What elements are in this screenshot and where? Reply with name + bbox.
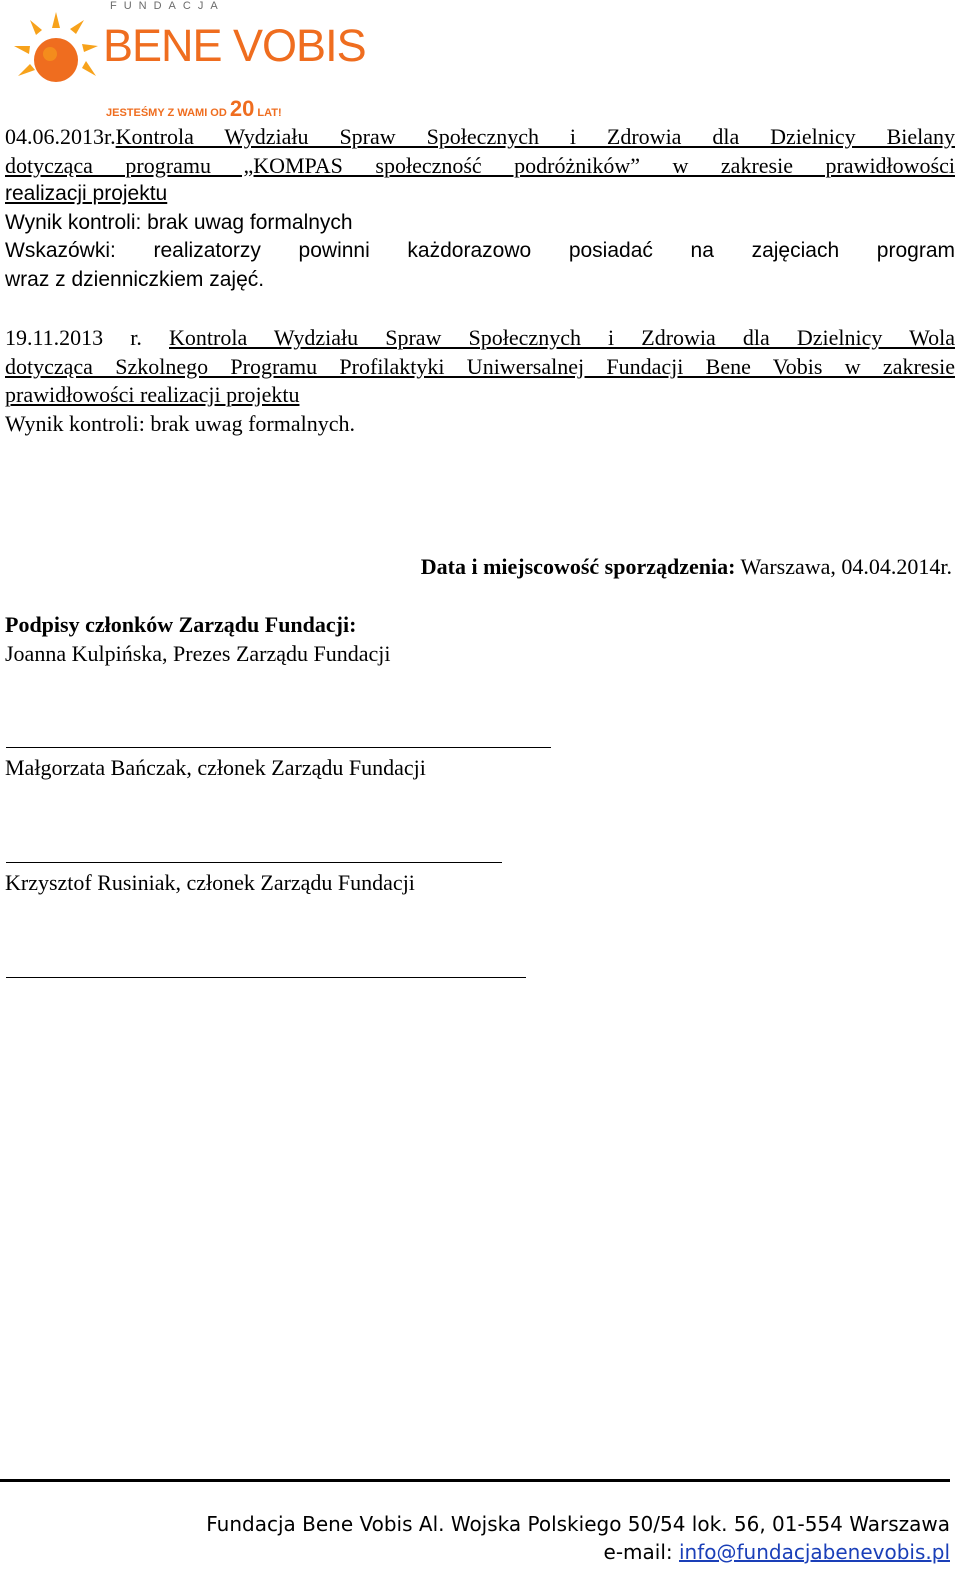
entry-date: 04.06.2013r.	[5, 124, 116, 149]
footer-email-link[interactable]: info@fundacjabenevobis.pl	[679, 1540, 950, 1564]
entry-result: Wynik kontroli: brak uwag formalnych	[5, 210, 353, 234]
signature-line	[6, 977, 526, 978]
signatures-heading: Podpisy członków Zarządu Fundacji:	[5, 612, 357, 637]
signature-line	[6, 747, 551, 748]
entry-result: Wynik kontroli: brak uwag formalnych.	[5, 410, 355, 436]
entry-title-line: dotycząca Szkolnego Programu Profilaktyki Uniwersalnej Fundacji Bene Vobis w zakresie	[5, 353, 955, 379]
entry-title-line: dotycząca programu „KOMPAS społeczność podróżników” w zakresie prawidłowości	[5, 152, 955, 178]
footer-email-label: e-mail:	[603, 1540, 673, 1564]
entry-title-text: Kontrola Wydziału Spraw Społecznych i Zdrowia dla Dzielnicy Bielany	[115, 124, 955, 149]
signatory-name: Krzysztof Rusiniak, członek Zarządu Fundacji	[5, 870, 415, 895]
entry-title-line: prawidłowości realizacji projektu	[5, 382, 300, 407]
inspection-entry-2	[5, 324, 955, 438]
place-date-label: Data i miejscowość sporządzenia:	[420, 554, 736, 579]
place-date-value: Warszawa, 04.04.2014r.	[740, 554, 952, 579]
logo-name: BENE VOBIS	[103, 20, 366, 71]
footer-address: Fundacja Bene Vobis Al. Wojska Polskiego 50/54 lok. 56, 01-554 Warszawa	[206, 1512, 950, 1536]
footer-email	[604, 1540, 950, 1564]
signatory-name: Joanna Kulpińska, Prezes Zarządu Fundacji	[5, 641, 391, 666]
signatory-name: Małgorzata Bańczak, członek Zarządu Fundacji	[5, 755, 426, 780]
footer-rule	[0, 1479, 950, 1482]
logo-org-type: FUNDACJA	[110, 0, 225, 12]
entry-title-line: realizacji projektu	[5, 182, 168, 205]
inspection-entry-1	[5, 123, 955, 294]
entry-title-line	[5, 324, 955, 353]
logo-slogan-prefix: JESTEŚMY Z WAMI OD	[106, 107, 227, 119]
entry-title-line	[5, 123, 955, 152]
logo-slogan-suffix: LAT!	[257, 107, 282, 119]
logo-slogan	[106, 96, 282, 122]
entry-hint-line: Wskazówki: realizatorzy powinni każdorazowo posiadać na zajęciach program	[5, 239, 955, 262]
sun-logo-icon	[10, 10, 102, 102]
entry-date: 19.11.2013 r.	[5, 325, 142, 350]
place-date	[421, 554, 952, 580]
foundation-logo	[10, 0, 366, 121]
logo-slogan-number: 20	[229, 96, 255, 121]
entry-title-text: Kontrola Wydziału Spraw Społecznych i Zdrowia dla Dzielnicy Wola	[169, 325, 955, 350]
signature-line	[6, 862, 502, 863]
entry-hint-line: wraz z dzienniczkiem zajęć.	[5, 267, 265, 291]
